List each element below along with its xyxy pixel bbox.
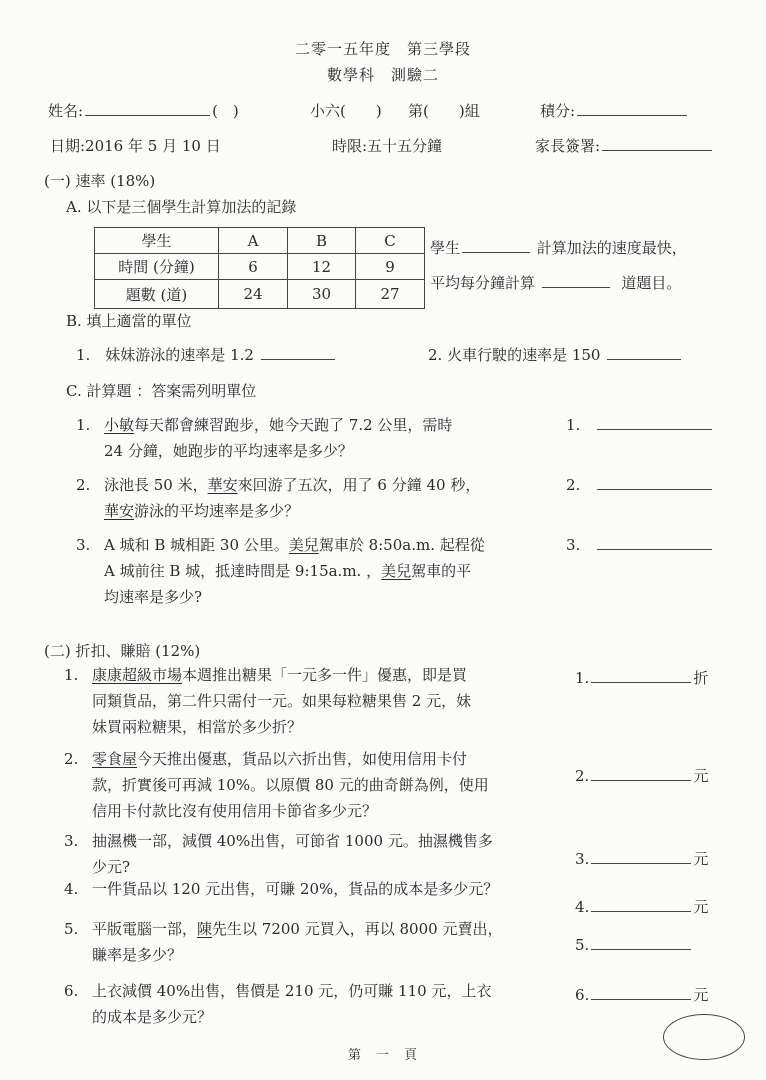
s2-ans6	[575, 984, 708, 1005]
fastest-student-field[interactable]	[462, 251, 530, 253]
label: 1.	[566, 416, 581, 434]
s2-q2	[64, 746, 489, 824]
qnum: 4.	[64, 880, 79, 898]
s2-q4	[64, 876, 498, 902]
text: 游泳的平均速率是多少？	[134, 502, 300, 520]
s2-ans2	[575, 765, 708, 786]
question-text: 2. 火車行駛的速率是 150	[428, 346, 601, 364]
s2-ans1	[575, 667, 708, 688]
partA-title: A. 以下是三個學生計算加法的記錄	[66, 198, 297, 216]
text: 上衣減價 40%出售，售價是 210 元，仍可賺 110 元，上衣	[92, 982, 492, 1000]
label: 6.	[575, 986, 590, 1004]
class-field[interactable]: 小六( )	[310, 102, 382, 120]
label: 4.	[575, 898, 590, 916]
qnum: 1.	[64, 666, 79, 684]
s2-q1	[64, 662, 471, 740]
text: 妹買兩粒糖果，相當於多少折？	[92, 718, 303, 736]
s2-ans5	[575, 936, 693, 954]
unit: 折	[693, 669, 709, 687]
s2-ans4	[575, 896, 708, 917]
partC-ans3-field[interactable]	[597, 548, 712, 550]
partC-q2	[76, 472, 480, 524]
partB-q2	[428, 344, 683, 365]
record-table	[94, 227, 425, 309]
s2-ans6-field[interactable]	[591, 998, 691, 1000]
s2-ans3	[575, 848, 708, 869]
text: 一件貨品以 120 元出售，可賺 20%，貨品的成本是多少元？	[92, 880, 499, 898]
name-row	[48, 100, 239, 121]
partC-ans1	[566, 416, 714, 434]
s2-ans1-field[interactable]	[591, 681, 691, 683]
name-label: 姓名:	[48, 102, 84, 120]
s2-q3	[64, 828, 493, 880]
text: 賺率是多少？	[92, 946, 183, 964]
label: 計算加法的速度最快，	[536, 239, 687, 257]
text: 信用卡付款比沒有使用信用卡節省多少元？	[92, 802, 378, 820]
score-field[interactable]	[577, 114, 687, 116]
table-cell: 學生	[95, 228, 219, 254]
table-cell: 6	[219, 254, 288, 280]
s2-ans3-field[interactable]	[591, 862, 691, 864]
parent-signature-row	[535, 135, 714, 156]
label: 道題目。	[621, 274, 682, 292]
label: 1.	[575, 669, 590, 687]
label: 3.	[566, 536, 581, 554]
text: 每天都會練習跑步，她今天跑了 7.2 公里，需時	[134, 416, 453, 434]
partC-q3	[76, 532, 485, 610]
group-field[interactable]: 第( )組	[408, 102, 480, 120]
partC-ans2-field[interactable]	[597, 488, 712, 490]
qnum: 2.	[64, 750, 79, 768]
parent-signature-label: 家長簽署:	[535, 137, 601, 155]
name: 華安	[104, 502, 135, 520]
date-label: 日期:2016 年 5 月 10 日	[50, 137, 221, 155]
partA-answer1	[430, 237, 687, 258]
text: 今天推出優惠，貨品以六折出售，如使用信用卡付	[137, 750, 468, 768]
table-cell: 時間 (分鐘)	[95, 254, 219, 280]
unit: 元	[693, 986, 709, 1004]
exam-title: 二零一五年度 第三學段	[294, 40, 471, 58]
partC-ans2	[566, 476, 714, 494]
text: 24 分鐘，她跑步的平均速率是多少？	[104, 442, 353, 460]
section1-title: (一) 速率 (18%)	[44, 172, 156, 190]
table-cell: 12	[288, 254, 356, 280]
class-number-paren[interactable]: ( )	[212, 102, 239, 120]
text: 平版電腦一部，	[92, 920, 198, 938]
name: 陳	[197, 920, 213, 938]
text: 駕車於 8:50a.m. 起程從	[318, 536, 485, 554]
table-row	[95, 280, 425, 309]
text: 泳池長 50 米，	[104, 476, 208, 494]
partB-q2-field[interactable]	[607, 358, 681, 360]
text: 先生以 7200 元買入，再以 8000 元賣出，	[212, 920, 503, 938]
question-text: 1. 妹妹游泳的速率是 1.2	[76, 346, 254, 364]
s2-ans4-field[interactable]	[591, 910, 691, 912]
label: 5.	[575, 936, 590, 954]
label: 學生	[430, 239, 461, 257]
name: 康康超級市場	[92, 666, 183, 684]
partB-title: B. 填上適當的單位	[66, 312, 192, 330]
page-number: 第 一 頁	[347, 1048, 418, 1063]
questions-per-minute-field[interactable]	[542, 286, 610, 288]
qnum: 1.	[76, 416, 91, 434]
table-cell: A	[219, 228, 288, 254]
parent-signature-field[interactable]	[602, 149, 712, 151]
text: 少元?	[92, 858, 131, 876]
s2-ans5-field[interactable]	[591, 948, 691, 950]
table-cell: 30	[288, 280, 356, 309]
table-cell: 9	[356, 254, 425, 280]
partC-q1	[76, 412, 452, 464]
name-field[interactable]	[85, 114, 210, 116]
partB-q1-field[interactable]	[261, 358, 335, 360]
section2-title: (二) 折扣、賺賠 (12%)	[44, 642, 201, 660]
name: 華安	[207, 476, 238, 494]
time-limit-label: 時限:五十五分鐘	[332, 137, 443, 155]
label: 3.	[575, 850, 590, 868]
partA-answer2	[430, 272, 681, 293]
partB-q1	[76, 344, 337, 365]
text: 抽濕機一部，減價 40%出售，可節省 1000 元。抽濕機售多	[92, 832, 493, 850]
label: 平均每分鐘計算	[430, 274, 536, 292]
text: A 城和 B 城相距 30 公里。	[104, 536, 289, 554]
name: 美兒	[288, 536, 319, 554]
qnum: 5.	[64, 920, 79, 938]
text: 駕車的平	[411, 562, 472, 580]
exam-subtitle: 數學科 測驗二	[326, 66, 439, 84]
qnum: 3.	[64, 832, 79, 850]
table-header-row	[95, 228, 425, 254]
table-cell: 27	[356, 280, 425, 309]
table-cell: B	[288, 228, 356, 254]
label: 2.	[566, 476, 581, 494]
partC-title: C. 計算題 ：答案需列明單位	[66, 382, 257, 400]
s2-q5	[64, 916, 502, 968]
score-label: 積分:	[540, 102, 576, 120]
table-cell: 24	[219, 280, 288, 309]
name: 美兒	[381, 562, 412, 580]
label: 2.	[575, 767, 590, 785]
qnum: 6.	[64, 982, 79, 1000]
text: 本週推出糖果「一元多一件」優惠，即是買	[182, 666, 468, 684]
text: 的成本是多少元？	[92, 1008, 213, 1026]
partC-ans1-field[interactable]	[597, 428, 712, 430]
name: 小敏	[104, 416, 135, 434]
unit: 元	[693, 850, 709, 868]
unit: 元	[693, 898, 709, 916]
s2-q6	[64, 978, 491, 1030]
partC-ans3	[566, 536, 714, 554]
qnum: 3.	[76, 536, 91, 554]
text: 均速率是多少?	[104, 588, 203, 606]
table-cell: C	[356, 228, 425, 254]
unit: 元	[693, 767, 709, 785]
s2-ans2-field[interactable]	[591, 779, 691, 781]
score-row	[540, 100, 689, 121]
text: 同類貨品，第二件只需付一元。如果每粒糖果售 2 元，妹	[92, 692, 472, 710]
table-row	[95, 254, 425, 280]
name: 零食屋	[92, 750, 138, 768]
text: 來回游了五次，用了 6 分鐘 40 秒，	[237, 476, 481, 494]
text: A 城前往 B 城，抵達時間是 9:15a.m. ，	[104, 562, 382, 580]
text: 款，折實後可再減 10%。以原價 80 元的曲奇餅為例，使用	[92, 776, 489, 794]
table-cell: 題數 (道)	[95, 280, 219, 309]
qnum: 2.	[76, 476, 91, 494]
